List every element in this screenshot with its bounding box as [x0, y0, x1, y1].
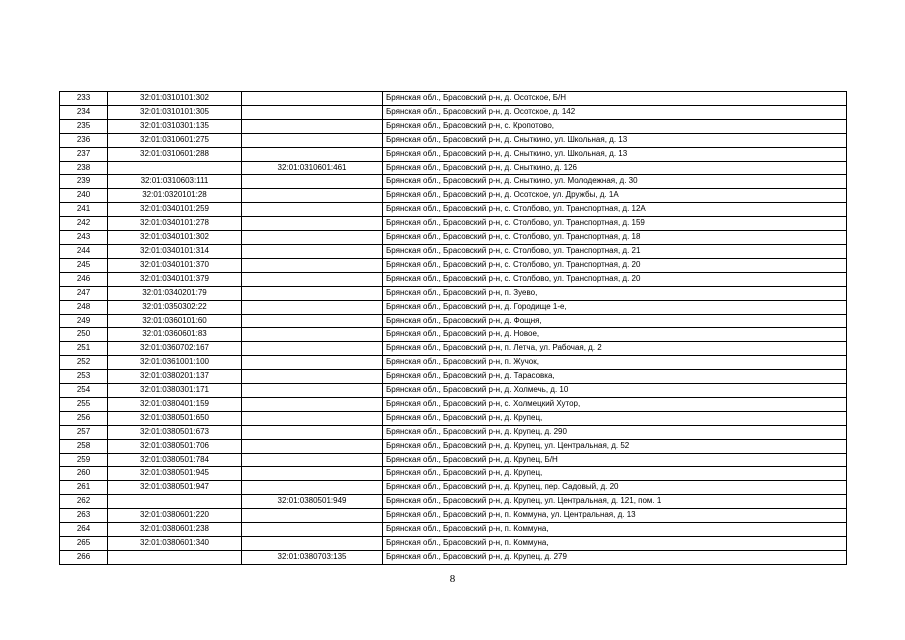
address-cell: Брянская обл., Брасовский р-н, д. Сныткино, ул. Школьная, д. 13: [383, 133, 847, 147]
row-number-cell: 254: [60, 384, 108, 398]
related-cadastral-number-cell: [242, 231, 383, 245]
address-cell: Брянская обл., Брасовский р-н, с. Столбово, ул. Транспортная, д. 12А: [383, 203, 847, 217]
row-number-cell: 245: [60, 258, 108, 272]
table-row: [60, 231, 847, 245]
related-cadastral-number-cell: 32:01:0380703:135: [242, 550, 383, 564]
cadastral-number-cell: 32:01:0380301:171: [108, 384, 242, 398]
cadastral-number-cell: 32:01:0380601:340: [108, 537, 242, 551]
address-cell: Брянская обл., Брасовский р-н, с. Столбово, ул. Транспортная, д. 20: [383, 272, 847, 286]
address-cell: Брянская обл., Брасовский р-н, д. Новое,: [383, 328, 847, 342]
table-row: [60, 481, 847, 495]
related-cadastral-number-cell: [242, 537, 383, 551]
cadastral-number-cell: 32:01:0361001:100: [108, 356, 242, 370]
address-cell: Брянская обл., Брасовский р-н, д. Сныткино, д. 126: [383, 161, 847, 175]
row-number-cell: 255: [60, 397, 108, 411]
address-cell: Брянская обл., Брасовский р-н, д. Городище 1-е,: [383, 300, 847, 314]
row-number-cell: 259: [60, 453, 108, 467]
cadastral-number-cell: 32:01:0350302:22: [108, 300, 242, 314]
address-cell: Брянская обл., Брасовский р-н, д. Осотское, Б/Н: [383, 92, 847, 106]
related-cadastral-number-cell: [242, 370, 383, 384]
related-cadastral-number-cell: [242, 509, 383, 523]
table-row: [60, 133, 847, 147]
table-row: [60, 370, 847, 384]
address-cell: Брянская обл., Брасовский р-н, с. Столбово, ул. Транспортная, д. 18: [383, 231, 847, 245]
row-number-cell: 257: [60, 425, 108, 439]
cadastral-number-cell: 32:01:0380601:220: [108, 509, 242, 523]
related-cadastral-number-cell: [242, 300, 383, 314]
related-cadastral-number-cell: [242, 92, 383, 106]
table-row: [60, 119, 847, 133]
row-number-cell: 234: [60, 105, 108, 119]
table-row: [60, 300, 847, 314]
cadastral-number-cell: 32:01:0340101:379: [108, 272, 242, 286]
table-row: [60, 411, 847, 425]
row-number-cell: 243: [60, 231, 108, 245]
address-cell: Брянская обл., Брасовский р-н, п. Летча, ул. Рабочая, д. 2: [383, 342, 847, 356]
related-cadastral-number-cell: [242, 244, 383, 258]
cadastral-number-cell: 32:01:0310101:305: [108, 105, 242, 119]
address-cell: Брянская обл., Брасовский р-н, д. Крупец,: [383, 467, 847, 481]
row-number-cell: 249: [60, 314, 108, 328]
row-number-cell: 240: [60, 189, 108, 203]
table-row: [60, 314, 847, 328]
cadastral-number-cell: 32:01:0380501:945: [108, 467, 242, 481]
related-cadastral-number-cell: [242, 425, 383, 439]
table-row: [60, 439, 847, 453]
cadastral-number-cell: 32:01:0360101:60: [108, 314, 242, 328]
table-row: [60, 397, 847, 411]
row-number-cell: 237: [60, 147, 108, 161]
row-number-cell: 248: [60, 300, 108, 314]
table-row: [60, 147, 847, 161]
related-cadastral-number-cell: [242, 272, 383, 286]
cadastral-number-cell: 32:01:0340101:302: [108, 231, 242, 245]
table-row: [60, 453, 847, 467]
row-number-cell: 264: [60, 523, 108, 537]
row-number-cell: 265: [60, 537, 108, 551]
related-cadastral-number-cell: [242, 384, 383, 398]
row-number-cell: 263: [60, 509, 108, 523]
address-cell: Брянская обл., Брасовский р-н, д. Фощня,: [383, 314, 847, 328]
row-number-cell: 251: [60, 342, 108, 356]
cadastral-number-cell: 32:01:0380201:137: [108, 370, 242, 384]
related-cadastral-number-cell: [242, 258, 383, 272]
table-row: [60, 425, 847, 439]
table-row: [60, 175, 847, 189]
row-number-cell: 261: [60, 481, 108, 495]
address-cell: Брянская обл., Брасовский р-н, д. Осотское, ул. Дружбы, д. 1А: [383, 189, 847, 203]
address-cell: Брянская обл., Брасовский р-н, д. Крупец, Б/Н: [383, 453, 847, 467]
table-row: [60, 217, 847, 231]
cadastral-number-cell: 32:01:0380501:784: [108, 453, 242, 467]
cadastral-number-cell: 32:01:0380501:673: [108, 425, 242, 439]
table-row: [60, 523, 847, 537]
cadastral-number-cell: 32:01:0340101:278: [108, 217, 242, 231]
table-row: [60, 189, 847, 203]
related-cadastral-number-cell: [242, 119, 383, 133]
row-number-cell: 238: [60, 161, 108, 175]
cadastral-number-cell: 32:01:0310301:135: [108, 119, 242, 133]
related-cadastral-number-cell: [242, 467, 383, 481]
table-row: [60, 258, 847, 272]
row-number-cell: 239: [60, 175, 108, 189]
table-row: [60, 495, 847, 509]
table-row: [60, 467, 847, 481]
related-cadastral-number-cell: [242, 217, 383, 231]
row-number-cell: 247: [60, 286, 108, 300]
row-number-cell: 256: [60, 411, 108, 425]
related-cadastral-number-cell: [242, 175, 383, 189]
address-cell: Брянская обл., Брасовский р-н, д. Крупец, д. 290: [383, 425, 847, 439]
related-cadastral-number-cell: [242, 328, 383, 342]
related-cadastral-number-cell: 32:01:0380501:949: [242, 495, 383, 509]
address-cell: Брянская обл., Брасовский р-н, п. Жучок,: [383, 356, 847, 370]
cadastral-number-cell: 32:01:0380501:706: [108, 439, 242, 453]
row-number-cell: 235: [60, 119, 108, 133]
table-row: [60, 342, 847, 356]
table-row: [60, 244, 847, 258]
address-cell: Брянская обл., Брасовский р-н, д. Крупец, д. 279: [383, 550, 847, 564]
address-cell: Брянская обл., Брасовский р-н, с. Столбово, ул. Транспортная, д. 21: [383, 244, 847, 258]
cadastral-number-cell: [108, 495, 242, 509]
address-cell: Брянская обл., Брасовский р-н, п. Зуево,: [383, 286, 847, 300]
related-cadastral-number-cell: [242, 481, 383, 495]
row-number-cell: 236: [60, 133, 108, 147]
row-number-cell: 242: [60, 217, 108, 231]
row-number-cell: 262: [60, 495, 108, 509]
address-cell: Брянская обл., Брасовский р-н, д. Сныткино, ул. Молодежная, д. 30: [383, 175, 847, 189]
table-row: [60, 356, 847, 370]
row-number-cell: 241: [60, 203, 108, 217]
cadastral-number-cell: 32:01:0380501:947: [108, 481, 242, 495]
related-cadastral-number-cell: [242, 189, 383, 203]
row-number-cell: 258: [60, 439, 108, 453]
related-cadastral-number-cell: [242, 105, 383, 119]
address-cell: Брянская обл., Брасовский р-н, п. Коммуна,: [383, 523, 847, 537]
row-number-cell: 250: [60, 328, 108, 342]
cadastral-number-cell: 32:01:0380601:238: [108, 523, 242, 537]
records-table: [59, 91, 847, 565]
row-number-cell: 244: [60, 244, 108, 258]
table-row: [60, 92, 847, 106]
cadastral-number-cell: 32:01:0310601:288: [108, 147, 242, 161]
cadastral-number-cell: 32:01:0320101:28: [108, 189, 242, 203]
address-cell: Брянская обл., Брасовский р-н, д. Крупец, ул. Центральная, д. 52: [383, 439, 847, 453]
address-cell: Брянская обл., Брасовский р-н, п. Коммуна,: [383, 537, 847, 551]
table-row: [60, 203, 847, 217]
cadastral-number-cell: 32:01:0380401:159: [108, 397, 242, 411]
address-cell: Брянская обл., Брасовский р-н, д. Осотское, д. 142: [383, 105, 847, 119]
address-cell: Брянская обл., Брасовский р-н, д. Холмечь, д. 10: [383, 384, 847, 398]
address-cell: Брянская обл., Брасовский р-н, д. Сныткино, ул. Школьная, д. 13: [383, 147, 847, 161]
related-cadastral-number-cell: [242, 453, 383, 467]
cadastral-number-cell: 32:01:0360702:167: [108, 342, 242, 356]
related-cadastral-number-cell: [242, 411, 383, 425]
related-cadastral-number-cell: [242, 523, 383, 537]
address-cell: Брянская обл., Брасовский р-н, д. Крупец,: [383, 411, 847, 425]
address-cell: Брянская обл., Брасовский р-н, с. Столбово, ул. Транспортная, д. 159: [383, 217, 847, 231]
address-cell: Брянская обл., Брасовский р-н, д. Тарасовка,: [383, 370, 847, 384]
cadastral-number-cell: 32:01:0340201:79: [108, 286, 242, 300]
cadastral-number-cell: 32:01:0340101:314: [108, 244, 242, 258]
row-number-cell: 260: [60, 467, 108, 481]
cadastral-number-cell: 32:01:0340101:259: [108, 203, 242, 217]
related-cadastral-number-cell: [242, 147, 383, 161]
address-cell: Брянская обл., Брасовский р-н, с. Холмецкий Хутор,: [383, 397, 847, 411]
cadastral-number-cell: [108, 161, 242, 175]
row-number-cell: 233: [60, 92, 108, 106]
related-cadastral-number-cell: [242, 314, 383, 328]
related-cadastral-number-cell: [242, 342, 383, 356]
related-cadastral-number-cell: [242, 439, 383, 453]
address-cell: Брянская обл., Брасовский р-н, д. Крупец, ул. Центральная, д. 121, пом. 1: [383, 495, 847, 509]
table-row: [60, 286, 847, 300]
cadastral-number-cell: [108, 550, 242, 564]
cadastral-number-cell: 32:01:0310603:111: [108, 175, 242, 189]
cadastral-number-cell: 32:01:0310601:275: [108, 133, 242, 147]
table-row: [60, 384, 847, 398]
page-number: 8: [449, 573, 456, 585]
records-table-body: [60, 92, 847, 565]
table-row: [60, 537, 847, 551]
table-row: [60, 272, 847, 286]
cadastral-number-cell: 32:01:0360601:83: [108, 328, 242, 342]
related-cadastral-number-cell: [242, 397, 383, 411]
table-row: [60, 509, 847, 523]
address-cell: Брянская обл., Брасовский р-н, с. Столбово, ул. Транспортная, д. 20: [383, 258, 847, 272]
address-cell: Брянская обл., Брасовский р-н, с. Кропотово,: [383, 119, 847, 133]
related-cadastral-number-cell: [242, 356, 383, 370]
related-cadastral-number-cell: 32:01:0310601:461: [242, 161, 383, 175]
table-row: [60, 328, 847, 342]
row-number-cell: 253: [60, 370, 108, 384]
related-cadastral-number-cell: [242, 203, 383, 217]
row-number-cell: 252: [60, 356, 108, 370]
related-cadastral-number-cell: [242, 286, 383, 300]
row-number-cell: 246: [60, 272, 108, 286]
table-row: [60, 161, 847, 175]
address-cell: Брянская обл., Брасовский р-н, д. Крупец, пер. Садовый, д. 20: [383, 481, 847, 495]
row-number-cell: 266: [60, 550, 108, 564]
cadastral-number-cell: 32:01:0310101:302: [108, 92, 242, 106]
table-row: [60, 105, 847, 119]
table-row: [60, 550, 847, 564]
address-cell: Брянская обл., Брасовский р-н, п. Коммуна, ул. Центральная, д. 13: [383, 509, 847, 523]
cadastral-number-cell: 32:01:0340101:370: [108, 258, 242, 272]
related-cadastral-number-cell: [242, 133, 383, 147]
cadastral-number-cell: 32:01:0380501:650: [108, 411, 242, 425]
